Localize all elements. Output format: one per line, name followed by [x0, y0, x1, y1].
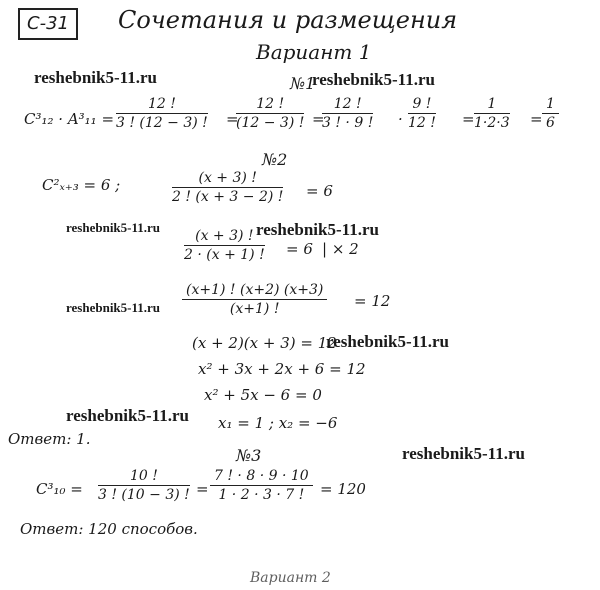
task2-given: C²ₓ₊₃ = 6 ; [42, 176, 121, 194]
task2-step1-fraction [172, 170, 283, 205]
task1-fraction-5 [474, 96, 510, 131]
denominator: 6 [546, 115, 555, 131]
denominator: 3 ! (10 − 3) ! [98, 487, 190, 503]
task2-roots: x₁ = 1 ; x₂ = −6 [218, 414, 338, 432]
next-variant-fragment: Вариант 2 [250, 570, 331, 586]
numerator: (x + 3) ! [184, 228, 265, 246]
task3-answer: Ответ: 120 способов. [20, 520, 198, 538]
task2-step2-rhs: = 6 [286, 240, 313, 258]
task3-lhs: C³₁₀ = [36, 480, 83, 498]
task1-number: №1 [290, 74, 316, 93]
watermark: reshebnik5-11.ru [66, 406, 189, 425]
task2-number: №2 [262, 150, 288, 169]
numerator: 7 ! · 8 · 9 · 10 [210, 468, 313, 486]
task-number-box: C-31 [18, 8, 78, 40]
numerator: (x+1) ! (x+2) (x+3) [182, 282, 327, 300]
variant-heading: Вариант 1 [256, 40, 372, 64]
task2-step1-rhs: = 6 [306, 182, 333, 200]
denominator: (12 − 3) ! [236, 115, 305, 131]
watermark: reshebnik5-11.ru [34, 68, 157, 87]
page-title: Сочетания и размещения [118, 6, 458, 34]
equals-sign: = [530, 110, 543, 128]
numerator: 12 ! [236, 96, 304, 114]
watermark: reshebnik5-11.ru [66, 300, 161, 315]
task2-step3-rhs: = 12 [354, 292, 391, 310]
numerator: 1 [542, 96, 559, 114]
denominator: 1·2·3 [474, 115, 510, 131]
task2-step2-fraction [184, 228, 265, 263]
denominator: 3 ! (12 − 3) ! [116, 115, 208, 131]
numerator: (x + 3) ! [172, 170, 283, 188]
task2-step6: x² + 5x − 6 = 0 [204, 386, 322, 404]
task1-fraction-2 [236, 96, 304, 131]
equals-sign: = [196, 480, 209, 498]
denominator: (x+1) ! [229, 301, 280, 317]
task1-fraction-3 [322, 96, 373, 131]
numerator: 10 ! [98, 468, 190, 486]
task3-result: = 120 [320, 480, 366, 498]
numerator: 1 [474, 96, 510, 114]
equals-sign: = [462, 110, 475, 128]
task3-number: №3 [236, 446, 262, 465]
denominator: 1 · 2 · 3 · 7 ! [218, 487, 305, 503]
watermark: reshebnik5-11.ru [402, 444, 525, 463]
equals-sign: = [226, 110, 239, 128]
task3-fraction-2 [210, 468, 313, 503]
watermark: reshebnik5-11.ru [326, 332, 449, 351]
task2-step5: x² + 3x + 2x + 6 = 12 [198, 360, 366, 378]
watermark: reshebnik5-11.ru [66, 220, 161, 235]
task3-fraction-1 [98, 468, 190, 503]
denominator: 2 ! (x + 3 − 2) ! [172, 189, 284, 205]
task2-step2-multiplier: | × 2 [322, 240, 359, 258]
task1-fraction-6 [542, 96, 559, 131]
denominator: 12 ! [408, 115, 436, 131]
watermark: reshebnik5-11.ru [256, 220, 379, 239]
task1-lhs: C³₁₂ · A³₁₁ = [24, 110, 115, 128]
denominator: 2 · (x + 1) ! [184, 247, 265, 263]
multiply-sign: · [398, 110, 403, 128]
watermark: reshebnik5-11.ru [312, 70, 435, 89]
equals-sign: = [312, 110, 325, 128]
task2-step4: (x + 2)(x + 3) = 12 [192, 334, 337, 352]
numerator: 12 ! [322, 96, 373, 114]
numerator: 12 ! [116, 96, 208, 114]
task2-step3-fraction [182, 282, 327, 317]
task1-fraction-1 [116, 96, 208, 131]
task2-answer: Ответ: 1. [8, 430, 91, 448]
denominator: 3 ! · 9 ! [322, 115, 374, 131]
numerator: 9 ! [408, 96, 436, 114]
task1-fraction-4 [408, 96, 436, 131]
